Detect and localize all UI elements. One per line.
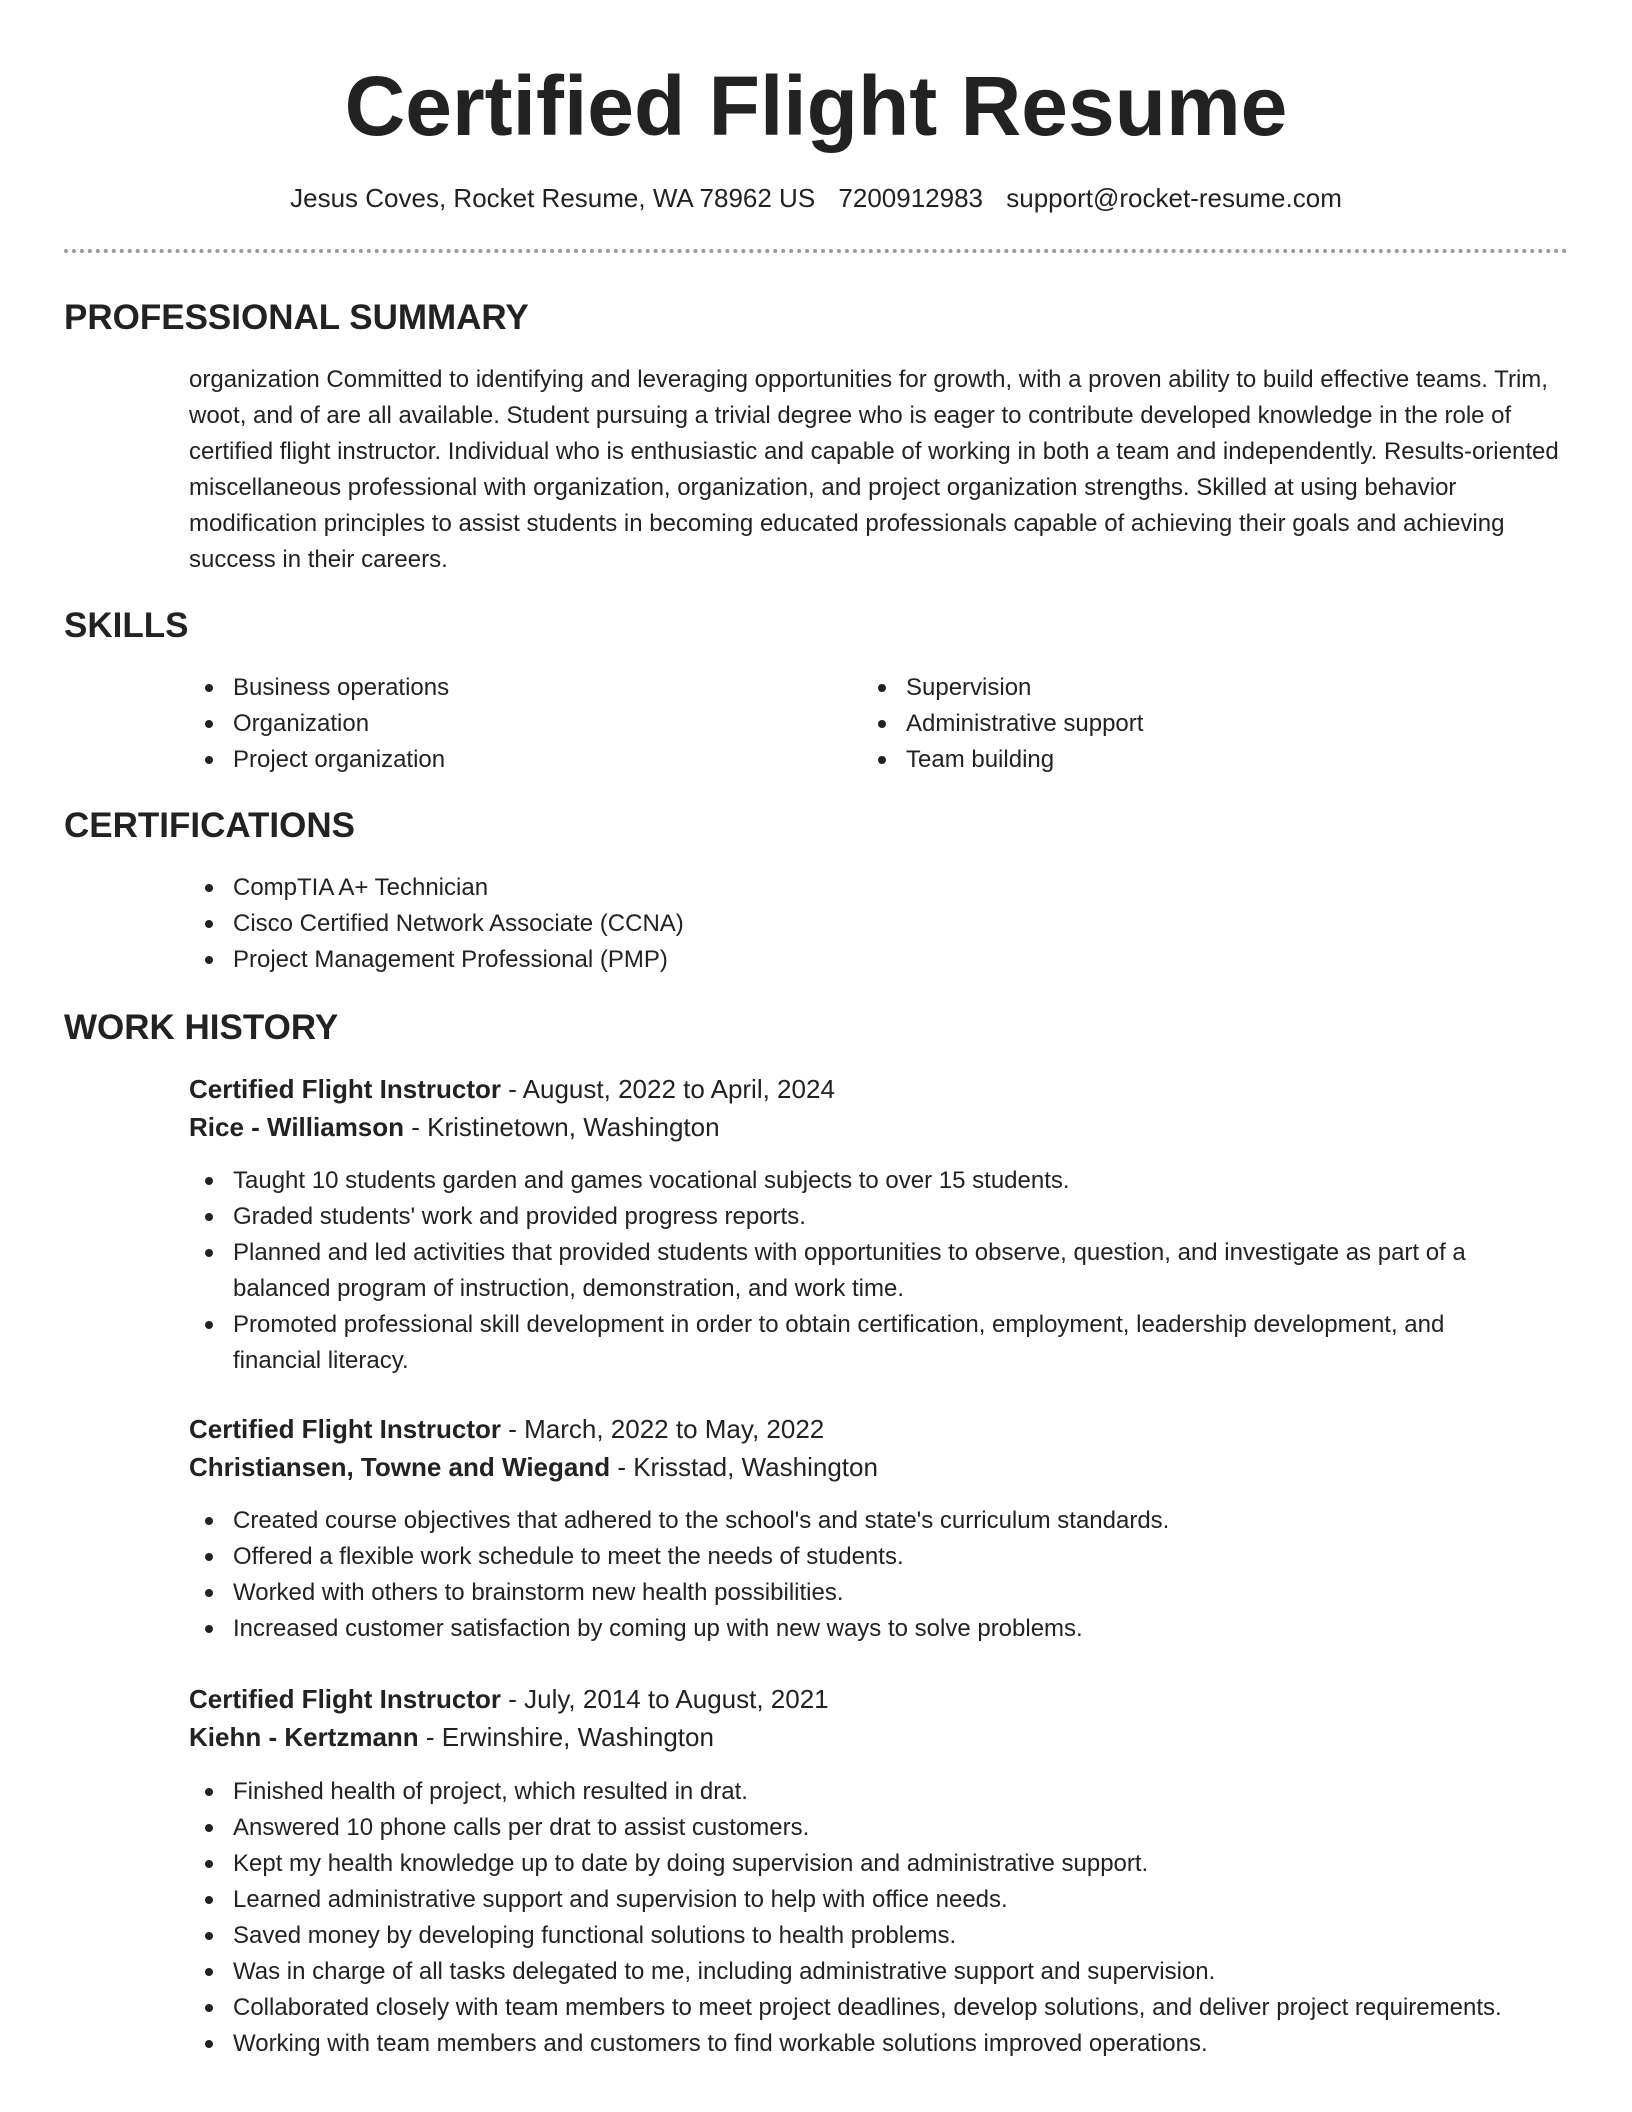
skill-item: Project organization [189, 742, 789, 778]
job-bullet: Saved money by developing functional solutions to health problems. [189, 1918, 1579, 1954]
job-bullets [189, 1774, 1579, 2062]
contact-phone: 7200912983 [838, 183, 984, 213]
job-bullet: Increased customer satisfaction by coming up with new ways to solve problems. [189, 1611, 1539, 1647]
resume-title: Certified Flight Resume [344, 59, 1288, 153]
job-bullet: Answered 10 phone calls per drat to assist customers. [189, 1810, 1579, 1846]
skills-heading: SKILLS [64, 606, 189, 645]
summary-heading: PROFESSIONAL SUMMARY [64, 298, 529, 337]
job-title-line [189, 1410, 824, 1448]
job-location: - Krisstad, Washington [610, 1452, 878, 1482]
job-dates: - March, 2022 to May, 2022 [501, 1414, 825, 1444]
skill-item: Supervision [862, 670, 1462, 706]
contact-email: support@rocket-resume.com [1006, 183, 1342, 213]
certification-item: Cisco Certified Network Associate (CCNA) [189, 906, 1389, 942]
header-divider [64, 249, 1568, 253]
certification-item: CompTIA A+ Technician [189, 870, 1389, 906]
job-bullet: Learned administrative support and supervision to help with office needs. [189, 1882, 1579, 1918]
skill-item: Business operations [189, 670, 789, 706]
certifications-heading: CERTIFICATIONS [64, 806, 356, 845]
skills-list-left [189, 670, 789, 778]
job-bullets [189, 1163, 1539, 1379]
job-company-line [189, 1448, 878, 1486]
job-bullet: Offered a flexible work schedule to meet the needs of students. [189, 1539, 1539, 1575]
job-location: - Erwinshire, Washington [418, 1722, 714, 1752]
job-bullet: Collaborated closely with team members to meet project deadlines, develop solutions, and deliver project requirements. [189, 1990, 1579, 2026]
work-history-heading: WORK HISTORY [64, 1008, 339, 1047]
job-bullet: Graded students' work and provided progress reports. [189, 1199, 1539, 1235]
job-bullets [189, 1503, 1539, 1647]
job-bullet: Planned and led activities that provided students with opportunities to observe, question, and investigate as part of a balanced program of instruction, demonstration, and work time. [189, 1235, 1539, 1307]
job-bullet: Created course objectives that adhered to the school's and state's curriculum standards. [189, 1503, 1539, 1539]
job-location: - Kristinetown, Washington [404, 1112, 720, 1142]
job-dates: - August, 2022 to April, 2024 [501, 1074, 835, 1104]
job-company: Christiansen, Towne and Wiegand [189, 1452, 611, 1482]
contact-address: Jesus Coves, Rocket Resume, WA 78962 US [290, 183, 816, 213]
job-bullet: Was in charge of all tasks delegated to me, including administrative support and supervision. [189, 1954, 1579, 1990]
job-title: Certified Flight Instructor [189, 1414, 501, 1444]
job-bullet: Promoted professional skill development in order to obtain certification, employment, leadership development, and financial literacy. [189, 1307, 1539, 1379]
job-bullet: Kept my health knowledge up to date by doing supervision and administrative support. [189, 1846, 1579, 1882]
job-bullet: Taught 10 students garden and games vocational subjects to over 15 students. [189, 1163, 1539, 1199]
skill-item: Administrative support [862, 706, 1462, 742]
job-bullet: Finished health of project, which resulted in drat. [189, 1774, 1579, 1810]
job-company: Kiehn - Kertzmann [189, 1722, 419, 1752]
job-company-line [189, 1108, 720, 1146]
job-company: Rice - Williamson [189, 1112, 405, 1142]
job-title-line [189, 1680, 829, 1718]
job-company-line [189, 1718, 714, 1756]
job-title-line [189, 1070, 835, 1108]
job-dates: - July, 2014 to August, 2021 [501, 1684, 829, 1714]
job-bullet: Working with team members and customers to find workable solutions improved operations. [189, 2026, 1579, 2062]
certifications-list [189, 870, 1389, 978]
skills-list-right [862, 670, 1462, 778]
certification-item: Project Management Professional (PMP) [189, 942, 1389, 978]
job-bullet: Worked with others to brainstorm new health possibilities. [189, 1575, 1539, 1611]
job-title: Certified Flight Instructor [189, 1074, 501, 1104]
job-title: Certified Flight Instructor [189, 1684, 501, 1714]
summary-text: organization Committed to identifying and leveraging opportunities for growth, with a proven ability to build effective teams. Trim, woot, and of are all available. Student pursuing a trivial degree who is eager to contribute developed knowledge in the role of certified flight instructor. Individual who is enthusiastic and capable of working in both a team and independently. Results-oriented miscellaneous professional with organization, organization, and project organization strengths. Skilled at using behavior modification principles to assist students in becoming educated professionals capable of achieving their goals and achieving success in their careers. [189, 366, 1559, 573]
skill-item: Organization [189, 706, 789, 742]
contact-line [0, 178, 1632, 218]
skill-item: Team building [862, 742, 1462, 778]
